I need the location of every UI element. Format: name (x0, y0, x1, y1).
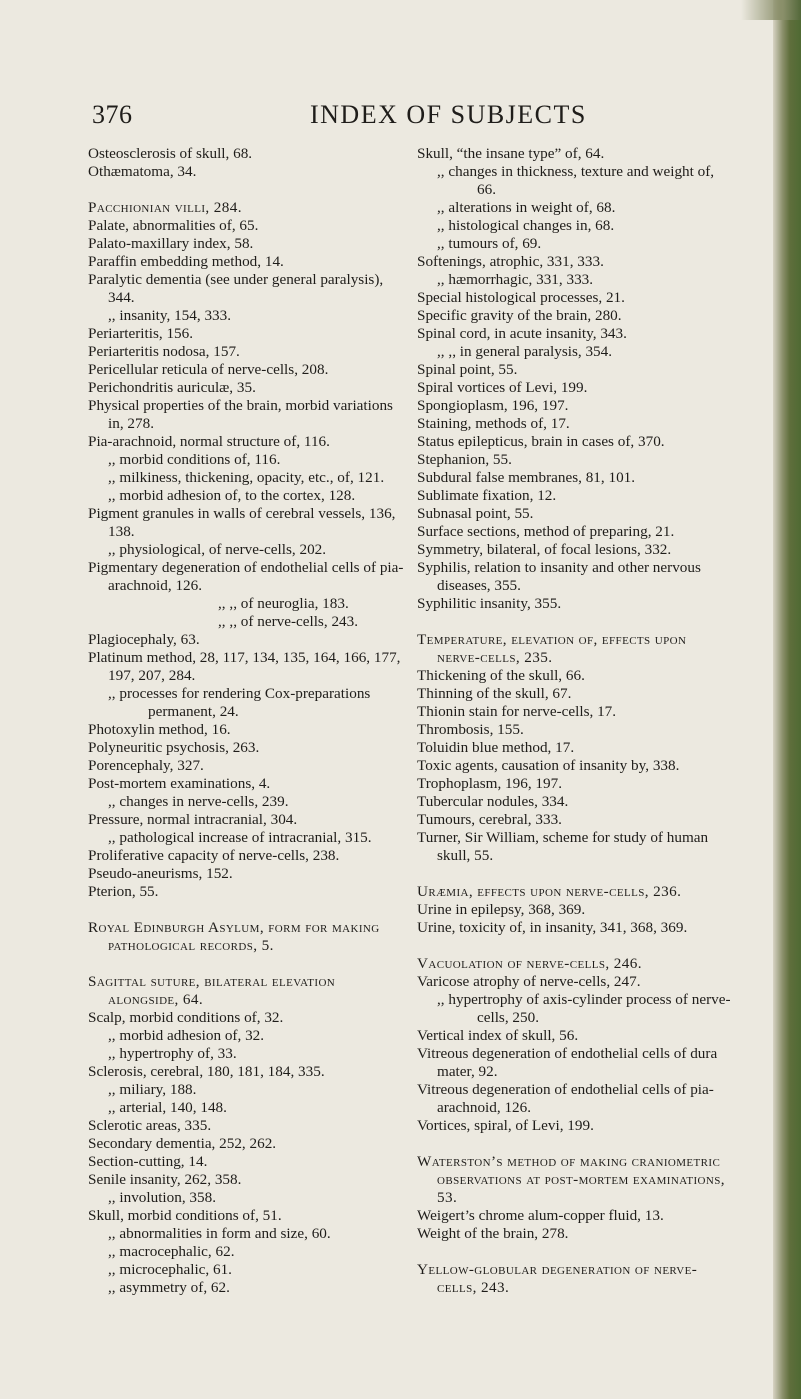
index-entry: Urine in epilepsy, 368, 369. (417, 901, 586, 918)
index-subentry: ,, hypertrophy of axis-cylinder process of nerve-cells, 250. (437, 991, 731, 1026)
index-entry: Periarteritis nodosa, 157. (88, 343, 240, 360)
index-entry: Palate, abnormalities of, 65. (88, 217, 259, 234)
index-entry: Turner, Sir William, scheme for study of human skull, 55. (417, 829, 709, 864)
index-entry: Thinning of the skull, 67. (417, 685, 572, 702)
index-entry: Sublimate fixation, 12. (417, 487, 557, 504)
index-entry: Weigert’s chrome alum-copper fluid, 13. (417, 1207, 664, 1224)
index-column-right (417, 145, 732, 1297)
index-entry: Syphilis, relation to insanity and other nervous diseases, 355. (417, 559, 701, 594)
index-subentry: ,, hypertrophy of, 33. (108, 1045, 237, 1062)
index-subentry: ,, ,, of nerve-cells, 243. (218, 613, 359, 630)
page-edge (773, 0, 801, 1399)
index-entry: Spongioplasm, 196, 197. (417, 397, 569, 414)
index-entry: Sagittal suture, bilateral elevation alongside, 64. (88, 973, 336, 1008)
index-subentry: ,, morbid adhesion of, 32. (108, 1027, 265, 1044)
index-entry: Pigmentary degeneration of endothelial cells of pia-arachnoid, 126. (88, 559, 404, 594)
index-subentry: ,, morbid conditions of, 116. (108, 451, 281, 468)
index-subentry: ,, processes for rendering Cox-preparations permanent, 24. (108, 685, 371, 720)
index-entry: Vortices, spiral, of Levi, 199. (417, 1117, 594, 1134)
index-entry: Photoxylin method, 16. (88, 721, 231, 738)
index-subentry: ,, asymmetry of, 62. (108, 1279, 230, 1296)
index-subentry: ,, morbid adhesion of, to the cortex, 128. (108, 487, 356, 504)
index-entry: Special histological processes, 21. (417, 289, 625, 306)
index-entry: Pericellular reticula of nerve-cells, 208. (88, 361, 329, 378)
index-entry: Skull, morbid conditions of, 51. (88, 1207, 282, 1224)
index-entry: Pseudo-aneurisms, 152. (88, 865, 233, 882)
index-subentry: ,, hæmorrhagic, 331, 333. (437, 271, 594, 288)
index-entry: Pressure, normal intracranial, 304. (88, 811, 298, 828)
index-entry: Thrombosis, 155. (417, 721, 524, 738)
index-entry: Pia-arachnoid, normal structure of, 116. (88, 433, 330, 450)
index-entry: Weight of the brain, 278. (417, 1225, 569, 1242)
index-entry: Periarteritis, 156. (88, 325, 194, 342)
page-edge-top (741, 0, 801, 20)
index-entry: Thionin stain for nerve-cells, 17. (417, 703, 617, 720)
index-subentry: ,, ,, in general paralysis, 354. (437, 343, 613, 360)
index-column-left (88, 145, 408, 1297)
index-entry: Platinum method, 28, 117, 134, 135, 164, 166, 177, 197, 207, 284. (88, 649, 401, 684)
index-entry: Uræmia, effects upon nerve-cells, 236. (417, 883, 682, 900)
index-entry: Paraffin embedding method, 14. (88, 253, 284, 270)
index-entry: Surface sections, method of preparing, 21. (417, 523, 675, 540)
index-entry: Spinal cord, in acute insanity, 343. (417, 325, 627, 342)
index-subentry: ,, pathological increase of intracranial, 315. (108, 829, 372, 846)
index-entry: Plagiocephaly, 63. (88, 631, 200, 648)
index-subentry: ,, macrocephalic, 62. (108, 1243, 235, 1260)
index-subentry: ,, alterations in weight of, 68. (437, 199, 616, 216)
index-entry: Othæmatoma, 34. (88, 163, 197, 180)
index-entry: Skull, “the insane type” of, 64. (417, 145, 605, 162)
index-subentry: ,, changes in thickness, texture and weight of, 66. (437, 163, 715, 198)
index-subentry: ,, arterial, 140, 148. (108, 1099, 227, 1116)
index-entry: Royal Edinburgh Asylum, form for making pathological records, 5. (88, 919, 380, 954)
page-number: 376 (92, 100, 133, 129)
index-entry: Varicose atrophy of nerve-cells, 247. (417, 973, 641, 990)
index-entry: Porencephaly, 327. (88, 757, 204, 774)
index-entry: Osteosclerosis of skull, 68. (88, 145, 253, 162)
index-entry: Tubercular nodules, 334. (417, 793, 569, 810)
index-entry: Waterston’s method of making craniometric observations at post-mortem examinations, 53. (417, 1153, 725, 1206)
index-entry: Softenings, atrophic, 331, 333. (417, 253, 604, 270)
index-entry: Toluidin blue method, 17. (417, 739, 575, 756)
index-entry: Perichondritis auriculæ, 35. (88, 379, 256, 396)
index-entry: Palato-maxillary index, 58. (88, 235, 254, 252)
index-entry: Pigment granules in walls of cerebral vessels, 136, 138. (88, 505, 396, 540)
index-entry: Spinal point, 55. (417, 361, 518, 378)
index-entry: Proliferative capacity of nerve-cells, 238. (88, 847, 340, 864)
index-entry: Senile insanity, 262, 358. (88, 1171, 242, 1188)
index-subentry: ,, milkiness, thickening, opacity, etc., of, 121. (108, 469, 385, 486)
index-entry: Vitreous degeneration of endothelial cells of dura mater, 92. (417, 1045, 718, 1080)
index-subentry: ,, changes in nerve-cells, 239. (108, 793, 289, 810)
index-entry: Subnasal point, 55. (417, 505, 534, 522)
index-entry: Spiral vortices of Levi, 199. (417, 379, 588, 396)
index-subentry: ,, physiological, of nerve-cells, 202. (108, 541, 327, 558)
index-entry: Yellow-globular degeneration of nerve-cells, 243. (417, 1261, 698, 1296)
index-subentry: ,, tumours of, 69. (437, 235, 542, 252)
index-entry: Staining, methods of, 17. (417, 415, 570, 432)
index-entry: Sclerosis, cerebral, 180, 181, 184, 335. (88, 1063, 325, 1080)
index-entry: Status epilepticus, brain in cases of, 370. (417, 433, 665, 450)
index-entry: Scalp, morbid conditions of, 32. (88, 1009, 284, 1026)
index-entry: Pterion, 55. (88, 883, 159, 900)
index-entry: Section-cutting, 14. (88, 1153, 208, 1170)
running-head: INDEX OF SUBJECTS (310, 100, 587, 129)
index-entry: Urine, toxicity of, in insanity, 341, 368, 369. (417, 919, 688, 936)
index-entry: Pacchionian villi, 284. (88, 199, 242, 216)
index-subentry: ,, microcephalic, 61. (108, 1261, 232, 1278)
index-entry: Sclerotic areas, 335. (88, 1117, 212, 1134)
index-entry: Symmetry, bilateral, of focal lesions, 332. (417, 541, 672, 558)
index-entry: Vitreous degeneration of endothelial cells of pia-arachnoid, 126. (417, 1081, 714, 1116)
index-entry: Thickening of the skull, 66. (417, 667, 585, 684)
index-entry: Vertical index of skull, 56. (417, 1027, 579, 1044)
index-subentry: ,, abnormalities in form and size, 60. (108, 1225, 331, 1242)
index-entry: Temperature, elevation of, effects upon nerve-cells, 235. (417, 631, 687, 666)
index-entry: Secondary dementia, 252, 262. (88, 1135, 277, 1152)
index-entry: Post-mortem examinations, 4. (88, 775, 271, 792)
index-entry: Trophoplasm, 196, 197. (417, 775, 563, 792)
index-subentry: ,, miliary, 188. (108, 1081, 197, 1098)
index-subentry: ,, histological changes in, 68. (437, 217, 615, 234)
index-entry: Specific gravity of the brain, 280. (417, 307, 622, 324)
index-entry: Polyneuritic psychosis, 263. (88, 739, 260, 756)
index-entry: Subdural false membranes, 81, 101. (417, 469, 636, 486)
index-entry: Tumours, cerebral, 333. (417, 811, 562, 828)
index-entry: Stephanion, 55. (417, 451, 512, 468)
index-entry: Vacuolation of nerve-cells, 246. (417, 955, 642, 972)
index-subentry: ,, involution, 358. (108, 1189, 217, 1206)
index-entry: Physical properties of the brain, morbid variations in, 278. (88, 397, 393, 432)
index-subentry: ,, insanity, 154, 333. (108, 307, 232, 324)
index-entry: Syphilitic insanity, 355. (417, 595, 562, 612)
index-entry: Paralytic dementia (see under general paralysis), 344. (88, 271, 384, 306)
index-entry: Toxic agents, causation of insanity by, 338. (417, 757, 680, 774)
index-subentry: ,, ,, of neuroglia, 183. (218, 595, 349, 612)
